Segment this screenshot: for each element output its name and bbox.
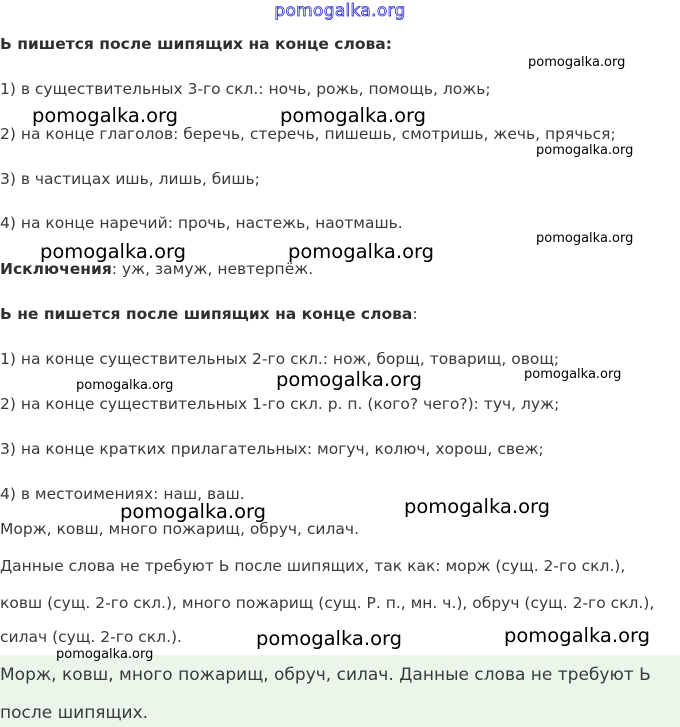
- watermark: pomogalka.org: [528, 55, 626, 70]
- watermark: pomogalka.org: [56, 647, 154, 662]
- answer-line-1: Морж, ковш, много пожарищ, обруч, силач. Данные слова не требуют Ь: [0, 665, 651, 685]
- watermark: pomogalka.org: [120, 500, 267, 523]
- watermark: pomogalka.org: [276, 368, 423, 391]
- watermark: pomogalka.org: [288, 240, 435, 263]
- task-explanation-line-1: Данные слова не требуют Ь после шипящих, так как: морж (сущ. 2-го скл.),: [0, 557, 626, 575]
- exceptions-label: Исключения: [0, 260, 112, 278]
- answer-box: [0, 655, 680, 727]
- answer-line-2: после шипящих.: [0, 703, 149, 723]
- watermark: pomogalka.org: [32, 104, 179, 127]
- rule-title-not-written: [0, 304, 418, 324]
- rule-title-not-written-text: Ь не пишется после шипящих на конце слова: [0, 305, 413, 323]
- rule-written-item-4: 4) на конце наречий: прочь, настежь, наотмашь.: [0, 214, 403, 232]
- task-explanation-line-2: ковш (сущ. 2-го скл.), много пожарищ (сущ. Р. п., мн. ч.), обруч (сущ. 2-го скл.),: [0, 594, 655, 612]
- rule-title-not-written-colon: :: [412, 305, 418, 323]
- rule-not-written-item-2: 2) на конце существительных 1-го скл. р. п. (кого? чего?): туч, луж;: [0, 395, 560, 413]
- watermark: pomogalka.org: [76, 378, 174, 393]
- watermark: pomogalka.org: [536, 231, 634, 246]
- watermark: pomogalka.org: [524, 367, 622, 382]
- rule-written-item-1: 1) в существительных 3-го скл.: ночь, рожь, помощь, ложь;: [0, 80, 491, 98]
- watermark: pomogalka.org: [504, 624, 651, 647]
- watermark: pomogalka.org: [404, 495, 551, 518]
- watermark: pomogalka.org: [256, 627, 403, 650]
- task-words: Морж, ковш, много пожарищ, обруч, силач.: [0, 520, 359, 538]
- watermark: pomogalka.org: [280, 104, 427, 127]
- rule-written-item-2: 2) на конце глаголов: беречь, стеречь, пишешь, смотришь, жечь, прячься;: [0, 125, 616, 143]
- rule-title-written: [0, 34, 392, 54]
- watermark: pomogalka.org: [40, 240, 187, 263]
- watermark: pomogalka.org: [536, 143, 634, 158]
- watermark-top: pomogalka.org: [274, 1, 406, 21]
- rule-not-written-item-1: 1) на конце существительных 2-го скл.: нож, борщ, товарищ, овощ;: [0, 350, 560, 368]
- exceptions-text: : уж, замуж, невтерпёж.: [111, 260, 314, 278]
- rule-title-written-text: Ь пишется после шипящих на конце слова: [0, 35, 386, 53]
- rule-title-written-colon: :: [385, 35, 392, 53]
- rule-not-written-item-3: 3) на конце кратких прилагательных: могуч, колюч, хорош, свеж;: [0, 440, 544, 458]
- rule-not-written-item-4: 4) в местоимениях: наш, ваш.: [0, 485, 245, 503]
- task-explanation-line-3: силач (сущ. 2-го скл.).: [0, 628, 182, 646]
- rule-written-item-3: 3) в частицах ишь, лишь, бишь;: [0, 170, 260, 188]
